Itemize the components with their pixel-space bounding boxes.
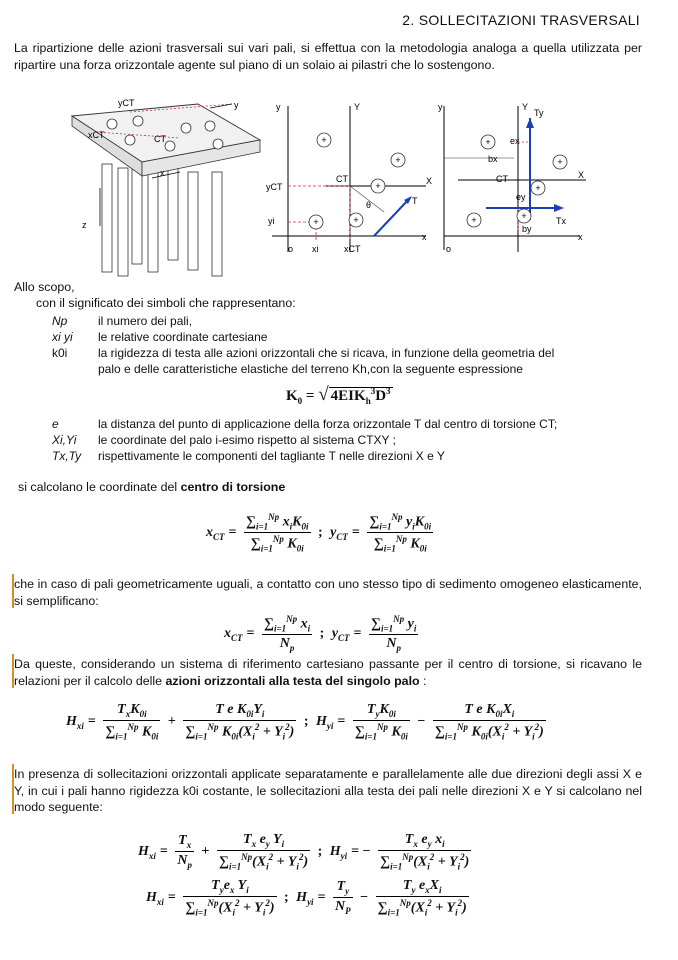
eq-centre-torsion: $x_{CT}$ = $\frac{\sum_{i=1}^{Np} x_iK_{0i}}{\sum_{i=1}^{Np} K_{0i}}$ ; $y_{CT}$ = $\frac{\sum_{i=1}^{Np} y_iK_{0i}}{\sum_{i=1}^{Np} K_{0i}}$ bbox=[206, 512, 432, 554]
label-y-3d: y bbox=[234, 100, 239, 110]
label-X-comp: X bbox=[578, 170, 585, 180]
section-title: 2. SOLLECITAZIONI TRASVERSALI bbox=[402, 12, 640, 28]
pile-plus: + bbox=[313, 217, 319, 227]
label-xi: xi bbox=[312, 244, 319, 254]
pile-plus: + bbox=[353, 215, 359, 225]
label-x-plan: x bbox=[422, 232, 427, 242]
k0-formula: $K_0$ = √ $4EIK_h^3D^3$ bbox=[286, 384, 391, 406]
pile-plus: + bbox=[395, 155, 401, 165]
label-xCT-plan: xCT bbox=[344, 244, 361, 254]
eq-head-forces-y: $H_{xi}$ = $\frac{T_ye_x Y_i}{\sum_{i=1}^{Np}(X_i^2 + Y_i^2)}$ ; $H_{yi}$ = $\frac{T_y}{N_P}$ − $\frac{T_y e_xX_i}{\sum_{i=1}^{Np}(X_i^2 + Y_i^2)}$ bbox=[146, 878, 467, 918]
symbol-row-XiYi: Xi,Yi le coordinate del palo i-esimo rispetto al sistema CTXY ; bbox=[52, 433, 396, 447]
label-z: z bbox=[82, 220, 87, 230]
eq-head-forces-general: $H_{xi}$ = $\frac{T_xK_{0i}}{\sum_{i=1}^{Np} K_{0i}}$ + $\frac{T e K_{0i}Y_i}{\sum_{i=1}^{Np} K_{0i}(X_i^2 + Y_i^2)}$ ; $H_{yi}$ = $\frac{T_yK_{0i}}{\sum_{i=1}^{Np} K_{0i}}$ − $\frac{T e K_{0i}X_i}{\sum_{i=1}^{Np} K_{0i}(X_i^2 + Y_i^2)}$ bbox=[66, 702, 544, 742]
symbol-row-np: Np il numero dei pali, bbox=[52, 314, 193, 328]
label-yi: yi bbox=[268, 216, 275, 226]
label-Y-comp: Y bbox=[522, 102, 529, 112]
label-ex: ex bbox=[510, 136, 520, 146]
label-X-plan: X bbox=[426, 176, 433, 186]
label-x-comp: x bbox=[578, 232, 583, 242]
label-CT-3d: CT bbox=[154, 134, 166, 144]
intro-paragraph: La ripartizione delle azioni trasversali sui vari pali, si effettua con la metodologia analoga a quella utilizzata per ripartire una forza orizzontale agente sul piano di un solaio ai pilastri che lo sostengono. bbox=[14, 41, 642, 72]
label-Tx: Tx bbox=[556, 216, 566, 226]
pile-plus: + bbox=[375, 181, 381, 191]
label-o-plan: o bbox=[288, 244, 294, 254]
pile-plus: + bbox=[471, 215, 477, 225]
label-CT-comp: CT bbox=[496, 174, 508, 184]
pile-plus: + bbox=[521, 211, 527, 221]
label-y-plan: y bbox=[276, 102, 281, 112]
paragraph-da-queste: Da queste, considerando un sistema di riferimento cartesiano passante per il centro di torsione, si ricavano le relazioni per il calcolo delle azioni orizzontali alla testa del singolo palo : bbox=[14, 657, 642, 688]
pile-plus: + bbox=[485, 137, 491, 147]
label-CT-plan: CT bbox=[336, 174, 348, 184]
label-y-comp: y bbox=[438, 102, 443, 112]
paragraph-in-presenza: In presenza di sollecitazioni orizzontali applicate separatamente e parallelamente alle due direzioni degli assi X e Y, in cui i pali hanno rigidezza k0i costante, le sollecitazioni alla testa dei pali nelle direzioni X e Y si calcolano nel modo seguente: bbox=[14, 767, 642, 815]
label-o-comp: o bbox=[446, 244, 452, 254]
eq-centre-simplified: $x_{CT}$ = $\frac{\sum_{i=1}^{Np} x_i}{N_p}$ ; $y_{CT}$ = $\frac{\sum_{i=1}^{Np} y_i}{N_p}$ bbox=[224, 614, 417, 654]
label-ey: ey bbox=[516, 192, 526, 202]
paragraph-pali-uguali: che in caso di pali geometricamente uguali, a contatto con uno stesso tipo di sedimento omogeneo elasticamente, si semplificano: bbox=[14, 577, 642, 608]
label-T: T bbox=[412, 196, 418, 206]
label-theta: θ bbox=[366, 200, 372, 210]
symbol-row-TxTy: Tx,Ty rispettivamente le componenti del tagliante T nelle direzioni X e Y bbox=[52, 449, 445, 463]
label-Ty: Ty bbox=[534, 108, 544, 118]
components-diagram bbox=[438, 100, 588, 260]
symbol-row-k0i-cont: palo e delle caratteristiche elastiche del terreno Kh,con la seguente espressione bbox=[98, 362, 523, 376]
allo-scopo: Allo scopo, bbox=[14, 280, 75, 294]
label-x-3d: x bbox=[160, 168, 165, 178]
symbol-row-k0i: k0i la rigidezza di testa alle azioni orizzontali che si ricava, in funzione della geometria del bbox=[52, 346, 555, 360]
label-xcT: xCT bbox=[88, 130, 105, 140]
pile-plus: + bbox=[535, 183, 541, 193]
label-ycT: yCT bbox=[118, 98, 135, 108]
label-ycT-plan: yCT bbox=[266, 182, 283, 192]
symbol-row-e: e la distanza del punto di applicazione della forza orizzontale T dal centro di torsione CT; bbox=[52, 417, 558, 431]
label-by: by bbox=[522, 224, 532, 234]
pile-group-3d-diagram bbox=[60, 98, 265, 278]
eq-head-forces-x: $H_{xi}$ = $\frac{T_x}{N_p}$ + $\frac{T_x e_y Y_i}{\sum_{i=1}^{Np}(X_i^2 + Y_i^2)}$ ; $H_{yi}$ = − $\frac{T_x e_y x_i}{\sum_{i=1}^{Np}(X_i^2 + Y_i^2)}$ bbox=[138, 832, 470, 872]
plan-view-torsion-diagram bbox=[266, 100, 436, 260]
pile-plus: + bbox=[557, 157, 563, 167]
symbol-row-xiyi: xi yi le relative coordinate cartesiane bbox=[52, 330, 268, 344]
significato-simboli: con il significato dei simboli che rappresentano: bbox=[36, 296, 296, 310]
pile-plus: + bbox=[321, 135, 327, 145]
label-bx: bx bbox=[488, 154, 498, 164]
label-Y-plan: Y bbox=[354, 102, 361, 112]
si-calcolano-line: si calcolano le coordinate del centro di torsione bbox=[18, 480, 286, 494]
